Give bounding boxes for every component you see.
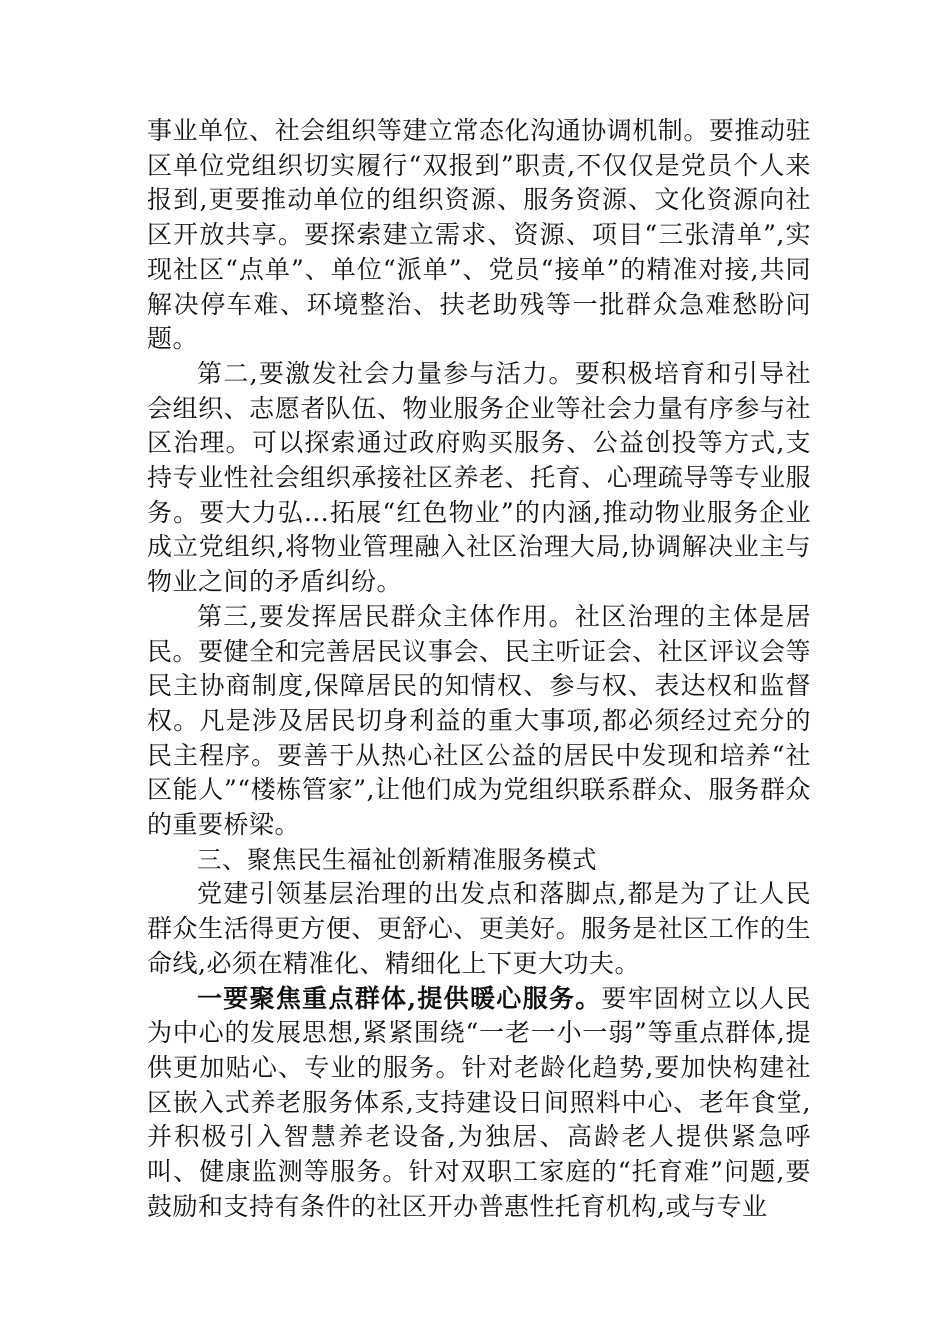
paragraph-lead: 一要聚焦重点群体,提供暖心服务。 xyxy=(197,983,602,1013)
paragraph-service-intro xyxy=(147,877,811,981)
paragraph-text: 第二,要激发社会力量参与活力。要积极培育和引导社会组织、志愿者队伍、物业服务企业等社会力量有序参与社区治理。可以探索通过政府购买服务、公益创投等方式,支持专业性社会组织承接社区养老、托育、心理疏导等专业服务。要大力弘…拓展“红色物业”的内涵,推动物业服务企业成立党组织,将物业管理融入社区治理大局,协调解决业主与物业之间的矛盾纠纷。 xyxy=(147,358,811,597)
paragraph-residents-role xyxy=(147,600,811,843)
paragraph-text: 事业单位、社会组织等建立常态化沟通协调机制。要推动驻区单位党组织切实履行“双报到”职责,不仅仅是党员个人来报到,更要推动单位的组织资源、服务资源、文化资源向社区开放共享。要探索建立需求、资源、项目“三张清单”,实现社区“点单”、单位“派单”、党员“接单”的精准对接,共同解决停车难、环境整治、扶老助残等一批群众急难愁盼问题。 xyxy=(147,116,811,354)
paragraph-text: 党建引领基层治理的出发点和落脚点,都是为了让人民群众生活得更方便、更舒心、更美好。服务是社区工作的生命线,必须在精准化、精细化上下更大功夫。 xyxy=(147,879,811,978)
section-heading xyxy=(147,843,811,878)
paragraph-text: 第三,要发挥居民群众主体作用。社区治理的主体是居民。要健全和完善居民议事会、民主听证会、社区评议会等民主协商制度,保障居民的知情权、参与权、表达权和监督权。凡是涉及居民切身利益的重大事项,都必须经过充分的民主程序。要善于从热心社区公益的居民中发现和培养“社区能人”“楼栋管家”,让他们成为党组织联系群众、服务群众的重要桥梁。 xyxy=(147,601,811,840)
paragraph-text: 要牢固树立以人民为中心的发展思想,紧紧围绕“一老一小一弱”等重点群体,提供更加贴心、专业的服务。针对老龄化趋势,要加快构建社区嵌入式养老服务体系,支持建设日间照料中心、老年食堂,并积极引入智慧养老设备,为独居、高龄老人提供紧急呼叫、健康监测等服务。针对双职工家庭的“托育难”问题,要鼓励和支持有条件的社区开办普惠性托育机构,或与专业 xyxy=(147,983,811,1221)
paragraph-continued xyxy=(147,114,811,357)
body-text xyxy=(147,114,811,1225)
paragraph-key-groups xyxy=(147,982,811,1225)
heading-text: 三、聚焦民生福祉创新精准服务模式 xyxy=(197,844,597,874)
paragraph-social-forces xyxy=(147,357,811,600)
